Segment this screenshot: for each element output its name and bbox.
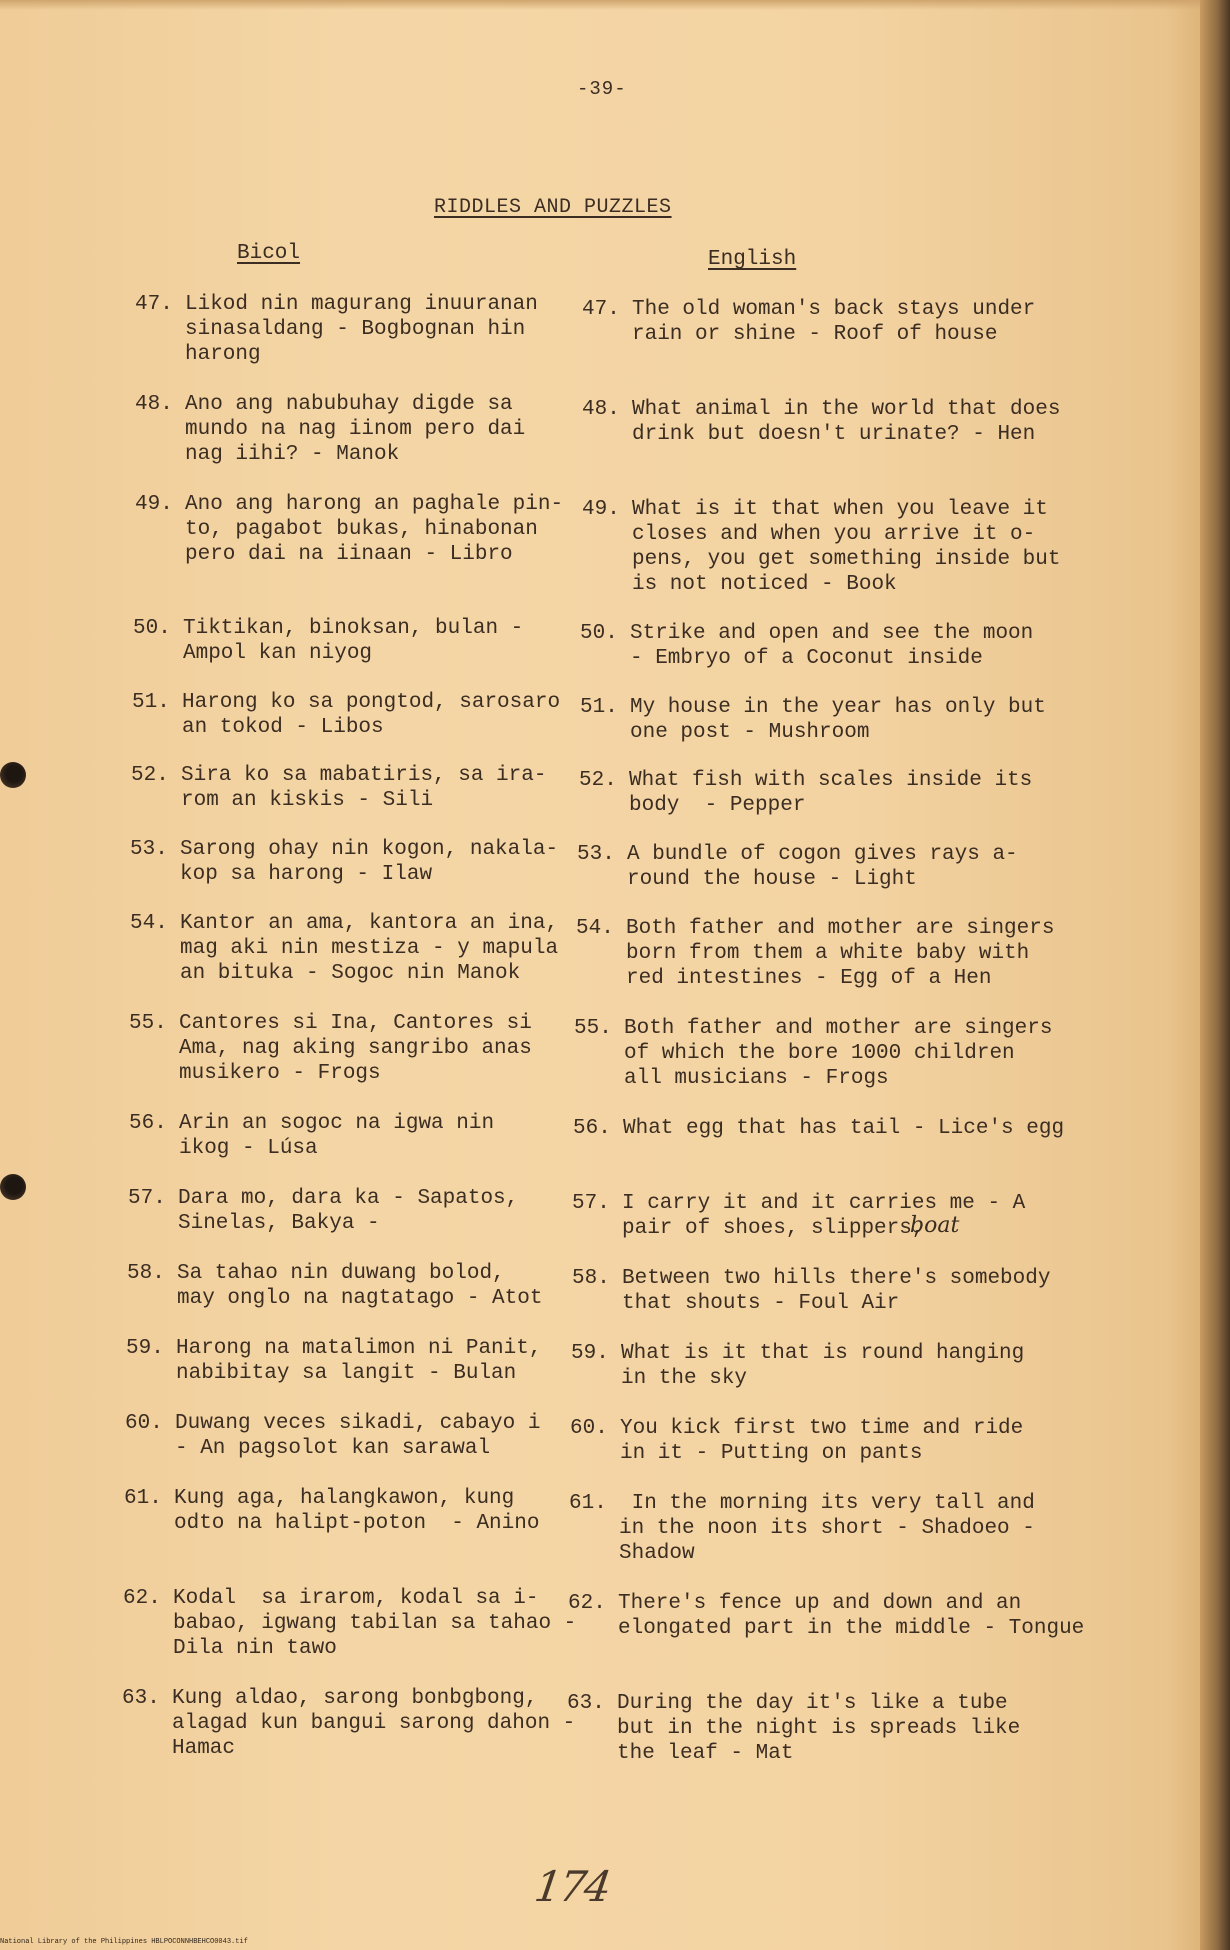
riddle-line: all musicians - Frogs — [624, 1067, 889, 1090]
riddle-text — [175, 1411, 540, 1461]
riddle-line: What animal in the world that does — [632, 398, 1061, 421]
riddle-line: Kodal sa irarom, kodal sa i- — [173, 1587, 539, 1610]
riddle-line: kop sa harong - Ilaw — [180, 863, 433, 886]
riddle-text — [182, 690, 560, 740]
riddle-line: closes and when you arrive it o- — [632, 523, 1036, 546]
page-title: RIDDLES AND PUZZLES — [434, 196, 672, 219]
riddle-text — [176, 1336, 541, 1386]
riddle-line: You kick first two time and ride — [620, 1417, 1024, 1440]
riddle-number: 52. — [579, 769, 617, 792]
riddle-line: to, pagabot bukas, hinabonan — [185, 518, 538, 541]
riddle-number: 60. — [125, 1412, 163, 1435]
riddle-text — [178, 1186, 518, 1236]
riddle-line: There's fence up and down and an — [618, 1592, 1022, 1615]
riddle-line: in the noon its short - Shadoeo - — [619, 1517, 1035, 1540]
riddle-line: in it - Putting on pants — [620, 1442, 923, 1465]
riddle-line: pero dai na iinaan - Libro — [185, 543, 513, 566]
riddle-line: I carry it and it carries me - A — [622, 1192, 1026, 1215]
footer-text: National Library of the Philippines HBLPOCONNHBEHCO0043.tif — [0, 1938, 248, 1946]
riddle-line: Sira ko sa mabatiris, sa ira- — [181, 764, 547, 787]
riddle-line: an tokod - Libos — [182, 716, 384, 739]
riddle-text — [626, 916, 1054, 991]
riddle-number: 63. — [567, 1692, 605, 1715]
riddle-number: 58. — [127, 1262, 165, 1285]
riddle-line: rom an kiskis - Sili — [181, 789, 434, 812]
page-edge — [1200, 0, 1230, 1950]
riddle-line: Dara mo, dara ka - Sapatos, — [178, 1187, 519, 1210]
riddle-number: 53. — [130, 838, 168, 861]
riddle-line: in the sky — [621, 1367, 748, 1390]
riddle-line: elongated part in the middle - Tongue — [618, 1617, 1085, 1640]
riddle-line: Sinelas, Bakya - — [178, 1212, 380, 1235]
riddle-text — [630, 621, 1033, 671]
riddle-text — [185, 492, 563, 567]
riddle-line: My house in the year has only but — [630, 696, 1046, 719]
riddle-line: What is it that when you leave it — [632, 498, 1048, 521]
riddle-line: Likod nin magurang inuuranan — [185, 293, 538, 316]
riddle-line: rain or shine - Roof of house — [632, 323, 998, 346]
riddle-line: Both father and mother are singers — [626, 917, 1055, 940]
riddle-line: nabibitay sa langit - Bulan — [176, 1362, 517, 1385]
riddle-line: is not noticed - Book — [632, 573, 897, 596]
riddle-number: 51. — [580, 696, 618, 719]
riddle-line: Tiktikan, binoksan, bulan - — [183, 617, 524, 640]
riddle-text — [632, 297, 1035, 347]
riddle-line: Ampol kan niyog — [183, 642, 373, 665]
riddle-line: Duwang veces sikadi, cabayo i — [175, 1412, 541, 1435]
riddle-line: What fish with scales inside its — [629, 769, 1033, 792]
riddle-text — [181, 763, 546, 813]
riddle-number: 59. — [571, 1342, 609, 1365]
riddle-number: 63. — [122, 1687, 160, 1710]
riddle-line: Kung aldao, sarong bonbgbong, — [172, 1687, 538, 1710]
riddle-number: 52. — [131, 764, 169, 787]
riddle-number: 55. — [129, 1012, 167, 1035]
riddle-number: 49. — [135, 493, 173, 516]
riddle-line: - An pagsolot kan sarawal — [175, 1437, 491, 1460]
riddle-text — [622, 1266, 1050, 1316]
riddle-line: alagad kun bangui sarong dahon - — [172, 1712, 576, 1735]
riddle-line: one post - Mushroom — [630, 721, 870, 744]
riddle-line: Harong na matalimon ni Panit, — [176, 1337, 542, 1360]
handwritten-annotation: boat — [910, 1213, 960, 1238]
riddle-line: the leaf - Mat — [617, 1742, 794, 1765]
riddle-line: ikog - Lúsa — [179, 1137, 318, 1160]
riddle-line: Kantor an ama, kantora an ina, — [180, 912, 559, 935]
riddle-line: born from them a white baby with — [626, 942, 1030, 965]
riddle-line: Between two hills there's somebody — [622, 1267, 1051, 1290]
riddle-line: Cantores si Ina, Cantores si — [179, 1012, 532, 1035]
riddle-text — [183, 616, 523, 666]
binder-hole — [0, 762, 26, 788]
riddle-text — [621, 1341, 1024, 1391]
column-header-bicol: Bicol — [237, 242, 301, 265]
riddle-number: 47. — [582, 298, 620, 321]
riddle-line: Hamac — [172, 1737, 236, 1760]
column-header-english: English — [708, 248, 797, 271]
riddle-text — [172, 1686, 575, 1761]
riddle-line: Kung aga, halangkawon, kung — [174, 1487, 515, 1510]
riddle-line: pens, you get something inside but — [632, 548, 1061, 571]
riddle-text — [179, 1011, 532, 1086]
riddle-line: drink but doesn't urinate? - Hen — [632, 423, 1036, 446]
riddle-line: Dila nin tawo — [173, 1637, 337, 1660]
riddle-line: odto na halipt-poton - Anino — [174, 1512, 540, 1535]
riddle-number: 48. — [135, 393, 173, 416]
riddle-line: mundo na nag iinom pero dai — [185, 418, 526, 441]
riddle-line: During the day it's like a tube — [617, 1692, 1008, 1715]
riddle-number: 58. — [572, 1267, 610, 1290]
riddle-number: 57. — [572, 1192, 610, 1215]
riddle-number: 47. — [135, 293, 173, 316]
riddle-number: 56. — [573, 1117, 611, 1140]
riddle-number: 49. — [582, 498, 620, 521]
riddle-line: body - Pepper — [629, 794, 806, 817]
riddle-line: that shouts - Foul Air — [622, 1292, 900, 1315]
riddle-text — [632, 397, 1060, 447]
riddle-line: babao, igwang tabilan sa tahao - — [173, 1612, 577, 1635]
riddle-line: sinasaldang - Bogbognan hin — [185, 318, 526, 341]
riddle-line: A bundle of cogon gives rays a- — [627, 843, 1018, 866]
riddle-text — [617, 1691, 1020, 1766]
riddle-text — [629, 768, 1032, 818]
riddle-line: In the morning its very tall and — [619, 1492, 1035, 1515]
riddle-number: 53. — [577, 843, 615, 866]
riddle-text — [174, 1486, 539, 1536]
riddle-number: 61. — [124, 1487, 162, 1510]
riddle-line: Shadow — [619, 1542, 695, 1565]
riddle-line: Both father and mother are singers — [624, 1017, 1053, 1040]
riddle-line: musikero - Frogs — [179, 1062, 381, 1085]
riddle-line: Harong ko sa pongtod, sarosaro — [182, 691, 561, 714]
riddle-line: Ano ang harong an paghale pin- — [185, 493, 564, 516]
riddle-number: 50. — [133, 617, 171, 640]
riddle-line: The old woman's back stays under — [632, 298, 1036, 321]
riddle-number: 56. — [129, 1112, 167, 1135]
riddle-line: round the house - Light — [627, 868, 917, 891]
riddle-number: 55. — [574, 1017, 612, 1040]
riddle-text — [618, 1591, 1084, 1641]
riddle-number: 48. — [582, 398, 620, 421]
riddle-line: an bituka - Sogoc nin Manok — [180, 962, 521, 985]
riddle-text — [179, 1111, 494, 1161]
riddle-number: 54. — [130, 912, 168, 935]
riddle-text — [185, 392, 525, 467]
riddle-line: pair of shoes, slippers, — [622, 1217, 925, 1240]
riddle-text — [627, 842, 1018, 892]
riddle-line: but in the night is spreads like — [617, 1717, 1021, 1740]
riddle-text — [632, 497, 1060, 597]
riddle-number: 54. — [576, 917, 614, 940]
riddle-line: harong — [185, 343, 261, 366]
riddle-text — [622, 1191, 1025, 1241]
riddle-line: Strike and open and see the moon — [630, 622, 1034, 645]
riddle-text — [180, 837, 558, 887]
riddle-line: What egg that has tail - Lice's egg — [623, 1117, 1065, 1140]
riddle-text — [630, 695, 1046, 745]
riddle-line: nag iihi? - Manok — [185, 443, 400, 466]
riddle-line: - Embryo of a Coconut inside — [630, 647, 983, 670]
riddle-text — [623, 1116, 1064, 1141]
riddle-line: Ama, nag aking sangribo anas — [179, 1037, 532, 1060]
riddle-text — [185, 292, 538, 367]
riddle-text — [619, 1491, 1035, 1566]
riddle-line: of which the bore 1000 children — [624, 1042, 1015, 1065]
binder-hole — [0, 1174, 26, 1200]
riddle-text — [177, 1261, 542, 1311]
riddle-text — [173, 1586, 576, 1661]
riddle-text — [180, 911, 558, 986]
stamped-page-number: 174 — [531, 1862, 613, 1911]
riddle-text — [620, 1416, 1023, 1466]
riddle-number: 50. — [580, 622, 618, 645]
riddle-number: 60. — [570, 1417, 608, 1440]
riddle-number: 62. — [568, 1592, 606, 1615]
page-number: -39- — [577, 78, 627, 100]
riddle-text — [624, 1016, 1052, 1091]
riddle-number: 51. — [132, 691, 170, 714]
riddle-line: Sarong ohay nin kogon, nakala- — [180, 838, 559, 861]
riddle-number: 57. — [128, 1187, 166, 1210]
riddle-line: may onglo na nagtatago - Atot — [177, 1287, 543, 1310]
riddle-line: Sa tahao nin duwang bolod, — [177, 1262, 505, 1285]
riddle-line: Ano ang nabubuhay digde sa — [185, 393, 513, 416]
riddle-line: mag aki nin mestiza - y mapula — [180, 937, 559, 960]
riddle-number: 62. — [123, 1587, 161, 1610]
riddle-line: Arin an sogoc na igwa nin — [179, 1112, 495, 1135]
page-top-shadow — [0, 0, 1200, 10]
riddle-number: 59. — [126, 1337, 164, 1360]
riddle-number: 61. — [569, 1492, 607, 1515]
riddle-line: What is it that is round hanging — [621, 1342, 1025, 1365]
riddle-line: red intestines - Egg of a Hen — [626, 967, 992, 990]
